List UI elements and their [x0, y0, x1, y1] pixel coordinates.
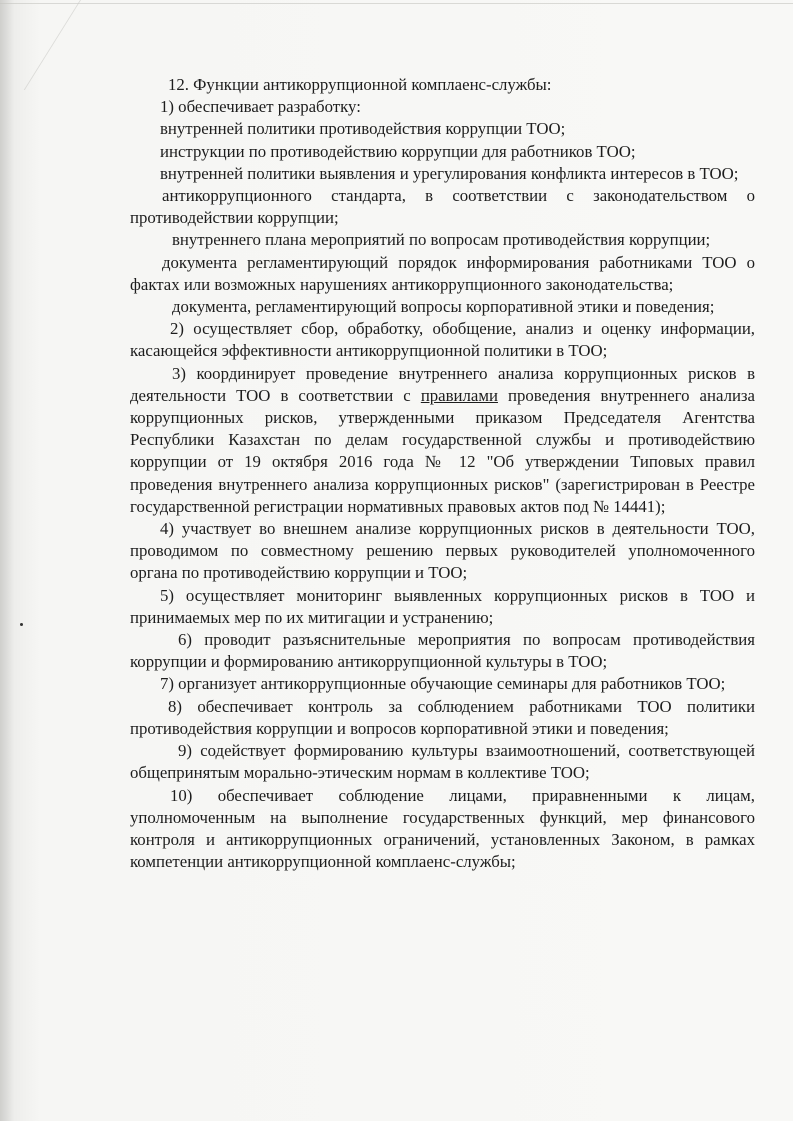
sub-item: документа, регламентирующий вопросы корпоративной этики и поведения;: [172, 297, 715, 317]
scan-speck: [20, 623, 23, 626]
sub-item: внутренней политики выявления и урегулирования конфликта интересов в ТОО;: [160, 163, 739, 183]
list-item-6: 6) проводит разъяснительные мероприятия по вопросам противодействия коррупции и формированию антикоррупционной культуры в ТОО;: [130, 630, 755, 672]
sub-item: внутренней политики противодействия коррупции ТОО;: [160, 119, 566, 139]
sub-item: внутреннего плана мероприятий по вопросам противодействия коррупции;: [172, 230, 711, 250]
list-item-10: 10) обеспечивает соблюдение лицами, приравненными к лицам, уполномоченным на выполнение государственных функций, мер финансового контроля и антикоррупционных ограничений, установленных Законом, в рамках компетенции антикоррупционной комплаенс-службы;: [130, 785, 755, 872]
list-item-3: [130, 363, 755, 518]
list-item-5: 5) осуществляет мониторинг выявленных коррупционных рисков в ТОО и принимаемых мер по их митигации и устранению;: [130, 585, 755, 627]
document-body: [130, 74, 755, 873]
list-item-1: 1) обеспечивает разработку:: [160, 97, 361, 117]
sub-item: антикоррупционного стандарта, в соответствии с законодательством о противодействии коррупции;: [130, 186, 755, 228]
list-item-9: 9) содействует формированию культуры взаимоотношений, соответствующей общепринятым морально-этическим нормам в коллективе ТОО;: [130, 741, 755, 783]
sub-item: инструкции по противодействию коррупции для работников ТОО;: [160, 141, 636, 161]
list-item-2: 2) осуществляет сбор, обработку, обобщение, анализ и оценку информации, касающейся эффективности антикоррупционной политики в ТОО;: [130, 319, 755, 361]
list-item-3-tail: проведения внутреннего анализа коррупционных рисков, утвержденными приказом Председателя Агентства Республики Казахстан по делам государственной службы и противодействию коррупции от 19 октября 2016 года № 12 "Об утверждении Типовых правил проведения внутреннего анализа коррупционных рисков" (зарегистрирован в Реестре государственной регистрации нормативных правовых актов под № 14441);: [130, 385, 756, 516]
rules-link[interactable]: правилами: [420, 385, 498, 405]
list-item-7: 7) организует антикоррупционные обучающие семинары для работников ТОО;: [160, 674, 726, 694]
list-item-3-text: 3) координирует проведение внутреннего анализа коррупционных рисков в деятельности ТОО в соответствии с: [130, 363, 755, 405]
page-fold-mark: [0, 0, 81, 90]
sub-item: документа регламентирующий порядок информирования работниками ТОО о фактах или возможных нарушениях антикоррупционного законодательства;: [130, 252, 755, 294]
section-heading: 12. Функции антикоррупционной комплаенс-службы:: [168, 75, 552, 94]
scan-top-edge: [0, 3, 793, 4]
list-item-4: 4) участвует во внешнем анализе коррупционных рисков в деятельности ТОО, проводимом по совместному решению первых руководителей уполномоченного органа по противодействию коррупции и ТОО;: [130, 519, 755, 583]
list-item-8: 8) обеспечивает контроль за соблюдением работниками ТОО политики противодействия коррупции и вопросов корпоративной этики и поведения;: [130, 696, 755, 738]
scan-edge-shadow: [0, 0, 14, 1121]
